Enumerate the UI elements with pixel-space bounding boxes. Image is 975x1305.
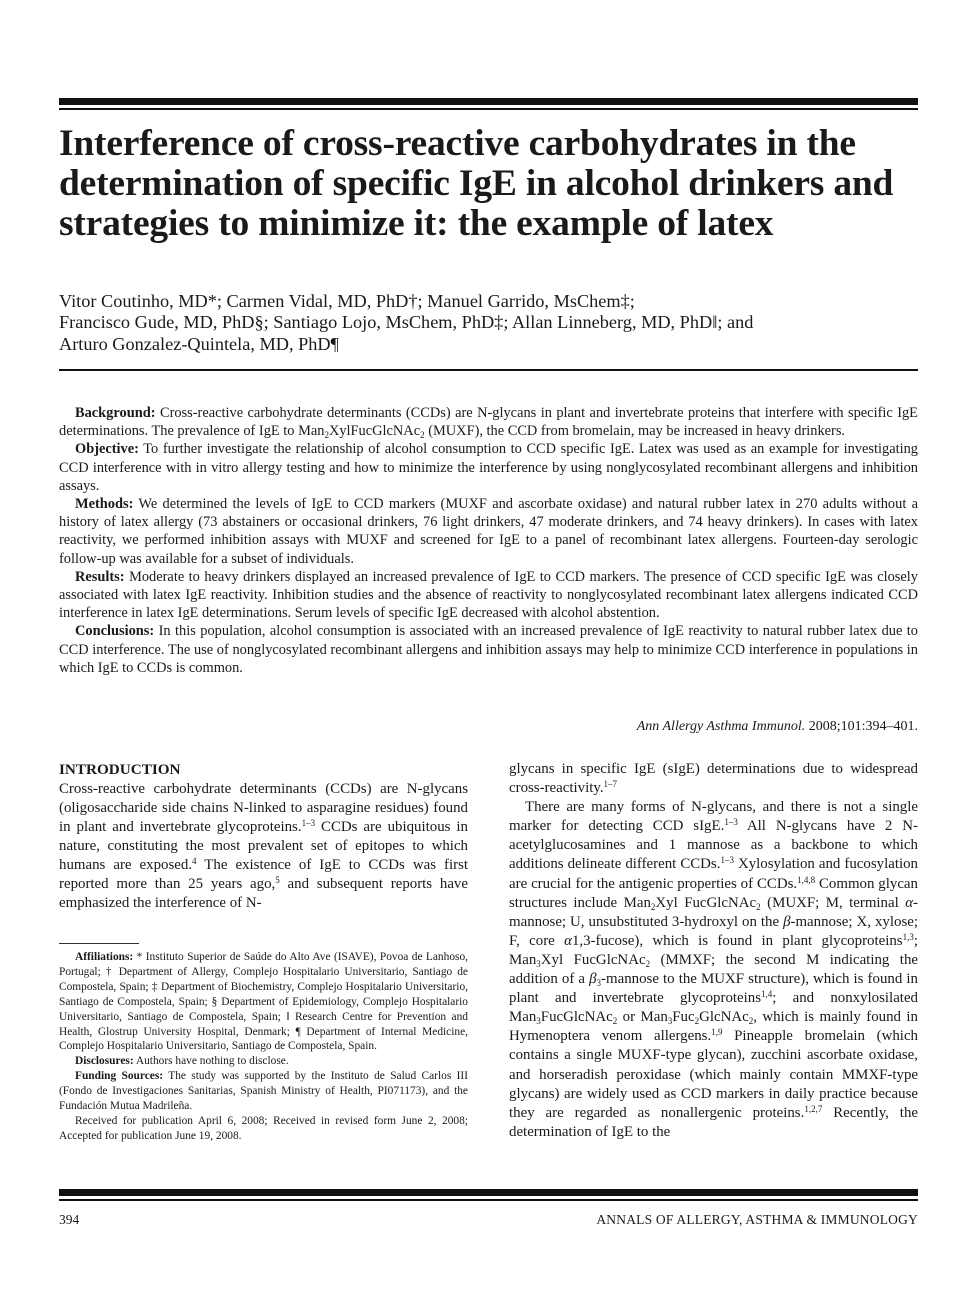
author-line: Arturo Gonzalez-Quintela, MD, PhD¶ <box>59 333 339 354</box>
top-rule-thick <box>59 98 918 105</box>
abstract-objective: Objective: To further investigate the relationship of alcohol consumption to CCD specific IgE. Latex was used as an example for investigating CCD interference with in vitro allergy testing and how to minimize the interference by using nonglycosylated recombinant allergens and inhibition assays. <box>59 441 918 494</box>
body-paragraph: There are many forms of N-glycans, and there is not a single marker for detecting CCD sIgE.$^{1-3}$ All N-glycans have 2 N-acetylglucosamines and 1 mannose as a backbone to which additions delineate different CCDs.$^{1-3}$ Xylosylation and fucosylation are crucial for the antigenic properties of CCDs.$^{1,4,8}$ Common glycan structures include Man$_2$Xyl FucGlcNAc$_2$ (MUXF; M, terminal α-mannose; U, unsubstituted 3-hydroxyl on the β-mannose; X, xylose; F, core α1,3-fucose), which is found in plant glycoproteins$^{1,3}$; Man$_3$Xyl FucGlcNAc$_2$ (MMXF; the second M indicating the addition of a $\beta_3$-mannose to the MUXF structure), which is found in plant and invertebrate glycoproteins$^{1,4}$; and nonxylosilated Man$_3$FucGlcNAc$_2$ or Man$_3$Fuc$_2$GlcNAc$_2$, which is mainly found in Hymenoptera venom allergens.$^{1,9}$ Pineapple bromelain (which contains a single MUXF-type glycan), zucchini ascorbate oxidase, and horseradish peroxidase (which mainly contain MMXF-type glycans) are widely used as CCD markers in daily practice because they are regarded as nonallergenic proteins.$^{1,2,7}$ Recently, the determination of IgE to the <box>509 799 919 1140</box>
bottom-rule-thick <box>59 1189 918 1196</box>
author-divider <box>59 369 918 371</box>
section-label: Background: <box>75 405 156 421</box>
section-heading: INTRODUCTION <box>59 761 181 778</box>
page-number: 394 <box>59 1212 80 1227</box>
abstract-results: Results: Moderate to heavy drinkers displayed an increased prevalence of IgE to CCD markers. The presence of CCD specific IgE was closely associated with latex IgE reactivity. Inhibition studies and the absence of reactivity to nonglycosylated recombinant latex allergens indicated CCD interference in latex IgE determinations. Serum levels of specific IgE decreased with alcohol abstention. <box>59 568 918 622</box>
abstract <box>59 404 918 677</box>
section-label: Methods: <box>75 496 134 513</box>
footnote-divider <box>59 943 139 944</box>
left-column <box>59 760 468 913</box>
author-line: Vitor Coutinho, MD*; Carmen Vidal, MD, PhD†; Manuel Garrido, MsChem‡; <box>59 291 635 311</box>
author-line: Francisco Gude, MD, PhD§; Santiago Lojo, MsChem, PhD‡; Allan Linneberg, MD, PhD‖; and <box>59 312 754 333</box>
journal-name: ANNALS OF ALLERGY, ASTHMA & IMMUNOLOGY <box>596 1212 918 1227</box>
footnote-disclosures: Disclosures: Authors have nothing to disclose. <box>75 1055 289 1068</box>
intro-paragraph: Cross-reactive carbohydrate determinants (CCDs) are N-glycans (oligosaccharide side chains N-linked to asparagine residues) found in plant and invertebrate glycoproteins.$^{1-3}$ CCDs are ubiquitous in nature, constituting the most prevalent set of epitopes to which humans are exposed.$^4$ The existence of IgE to CCDs was first reported more than 25 years ago,$^5$ and subsequent reports have emphasized the interference of N- <box>59 780 468 912</box>
body-paragraph: glycans in specific IgE (sIgE) determinations due to widespread cross-reactivity.$^{1-7}$ <box>509 761 918 797</box>
footnotes <box>59 950 468 1144</box>
section-label: Conclusions: <box>75 623 155 640</box>
top-rule-thin <box>59 108 918 110</box>
author-list <box>59 291 918 355</box>
article-title: Interference of cross-reactive carbohydrates in the determination of specific IgE in alcohol drinkers and strategies to minimize it: the example of latex <box>59 123 894 244</box>
footnote-received: Received for publication April 6, 2008; Received in revised form June 2, 2008; Accepted for publication June 19, 2008. <box>59 1114 468 1142</box>
abstract-conclusions: Conclusions: In this population, alcohol consumption is associated with an increased prevalence of IgE reactivity to natural rubber latex due to CCD interference. The use of nonglycosylated recombinant allergens and inhibition assays may help to minimize CCD interference in populations in which IgE to CCDs is common. <box>59 623 918 676</box>
abstract-background: Background: Cross-reactive carbohydrate determinants (CCDs) are N-glycans in plant and invertebrate proteins that interfere with specific IgE determinations. The prevalence of IgE to Man$_2$XylFucGlcNAc$_2$ (MUXF), the CCD from bromelain, may be increased in heavy drinkers. <box>59 405 918 441</box>
footnote-funding: Funding Sources: The study was supported by the Instituto de Salud Carlos III (Fondo de Investigaciones Sanitarias, Spanish Ministry of Health, PI071173), and the Fundación Mutua Madrileña. <box>59 1070 468 1113</box>
citation: Ann Allergy Asthma Immunol. 2008;101:394–401. <box>636 719 918 734</box>
section-label: Results: <box>75 568 125 585</box>
abstract-methods: Methods: We determined the levels of IgE to CCD markers (MUXF and ascorbate oxidase) and natural rubber latex in 270 adults without a history of latex allergy (73 abstainers or occasional drinkers, 76 light drinkers, 47 moderate drinkers, and 74 heavy drinkers). In cases with latex reactivity, we performed inhibition assays with MUXF and screened for IgE to a panel of recombinant latex allergens. Fourteen-day serologic follow-up was available for a subset of individuals. <box>59 496 918 567</box>
section-label: Objective: <box>75 441 139 458</box>
footnote-affiliations: Affiliations: * Instituto Superior de Saúde do Alto Ave (ISAVE), Povoa de Lanhoso, Portugal; † Department of Allergy, Complejo Hospitalario Universitario, Santiago de Compostela, Spain; ‡ Department of Biochemistry, Complejo Hospitalario Universitario, Santiago de Compostela, Spain; § Department of Epidemiology, Complejo Hospitalario Universitario, Santiago de Compostela, Spain; ‖ Research Centre for Prevention and Health, Glostrup University Hospital, Denmark; ¶ Department of Internal Medicine, Complejo Hospitalario Universitario, Santiago de Compostela, Spain. <box>59 951 468 1053</box>
right-column <box>509 760 918 1142</box>
bottom-rule-thin <box>59 1199 918 1201</box>
